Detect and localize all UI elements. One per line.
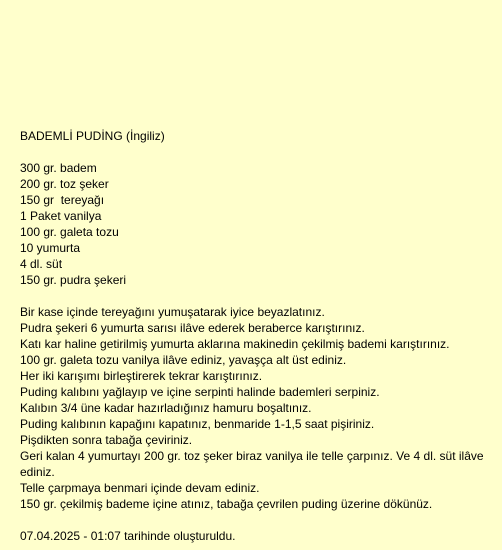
ingredient-item: 1 Paket vanilya [20,209,102,223]
instruction-step: 100 gr. galeta tozu vanilya ilâve ediniz, yavaşça alt üst ediniz. [20,353,347,367]
ingredients-list [20,160,490,288]
instructions-list [20,304,490,512]
instruction-step: Pişdikten sonra tabağa çeviriniz. [20,433,193,447]
recipe-title: BADEMLİ PUDİNG (İngiliz) [20,129,165,143]
instruction-step: Puding kalıbının kapağını kapatınız, benmaride 1-1,5 saat pişiriniz. [20,417,375,431]
instruction-step: Geri kalan 4 yumurtayı 200 gr. toz şeker biraz vanilya ile telle çarpınız. Ve 4 dl. süt ilâve ediniz. [20,449,484,479]
instruction-step: Telle çarpmaya benmari içinde devam ediniz. [20,481,260,495]
spacer [20,288,490,304]
ingredient-item: 10 yumurta [20,241,81,255]
created-timestamp: 07.04.2025 - 01:07 tarihinde oluşturuldu. [20,529,236,543]
instruction-step: Puding kalıbını yağlayıp ve içine serpinti halinde bademleri serpiniz. [20,385,380,399]
instruction-step: Katı kar haline getirilmiş yumurta aklarına makinedin çekilmiş bademi karıştırınız. [20,337,450,351]
ingredient-item: 150 gr. pudra şekeri [20,273,127,287]
instruction-step: Her iki karışımı birleştirerek tekrar karıştırınız. [20,369,263,383]
instruction-step: Pudra şekeri 6 yumurta sarısı ilâve ederek beraberce karıştırınız. [20,321,365,335]
ingredient-item: 300 gr. badem [20,161,97,175]
ingredient-item: 4 dl. süt [20,257,63,271]
instruction-step: Bir kase içinde tereyağını yumuşatarak iyice beyazlatınız. [20,305,325,319]
spacer [20,144,490,160]
ingredient-item: 100 gr. galeta tozu [20,225,119,239]
ingredient-item: 150 gr tereyağı [20,193,105,207]
instruction-step: Kalıbın 3/4 üne kadar hazırladığınız hamuru boşaltınız. [20,401,312,415]
recipe-document [20,128,490,544]
spacer [20,512,490,528]
instruction-step: 150 gr. çekilmiş bademe içine atınız, tabağa çevrilen puding üzerine dökünüz. [20,497,433,511]
ingredient-item: 200 gr. toz şeker [20,177,109,191]
